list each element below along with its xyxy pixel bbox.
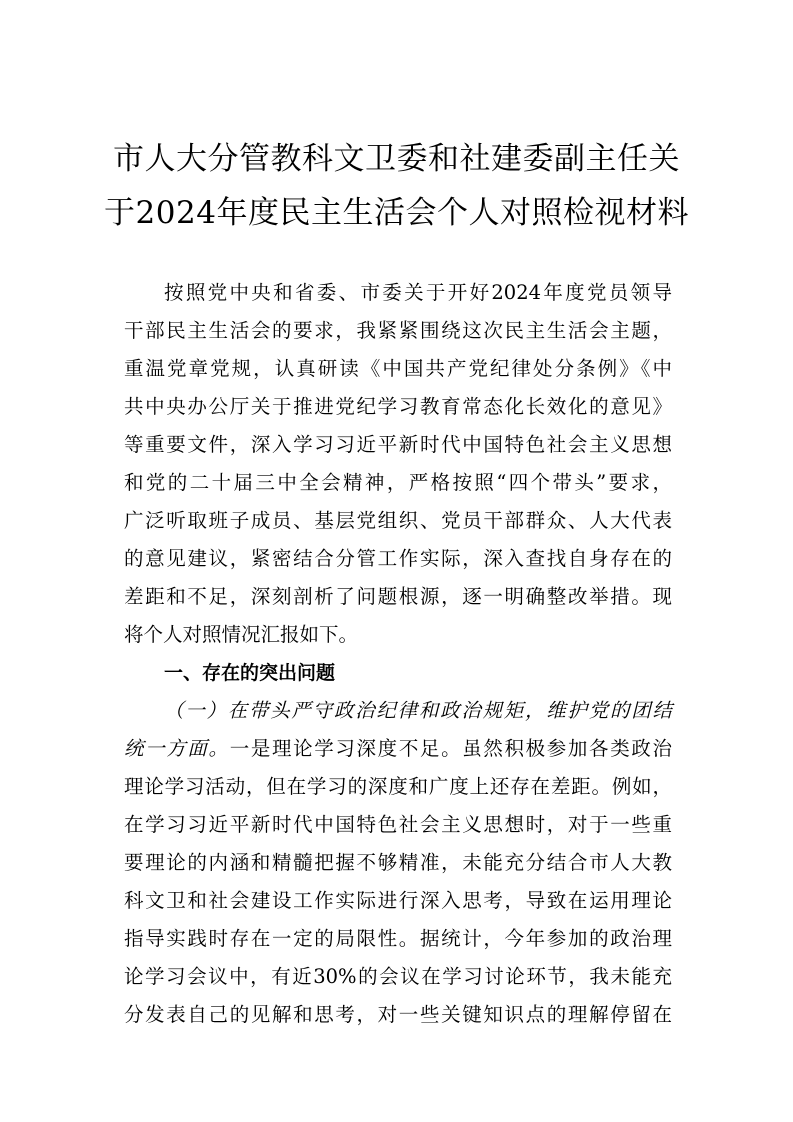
intro-line: 差距和不足，深刻剖析了问题根源，逐一明确整改举措。现 [124, 585, 672, 608]
intro-line: 将个人对照情况汇报如下。 [124, 623, 359, 646]
body-line: 论学习会议中，有近30%的会议在学习讨论环节，我未能充 [124, 965, 672, 988]
intro-line: 的意见建议，紧密结合分管工作实际，深入查找自身存在的 [124, 547, 672, 570]
body-line: 科文卫和社会建设工作实际进行深入思考，导致在运用理论 [124, 889, 672, 912]
document-body [124, 274, 672, 1034]
body-line: 分发表自己的见解和思考，对一些关键知识点的理解停留在 [124, 1003, 672, 1026]
body-line: 理论学习活动，但在学习的深度和广度上还存在差距。例如， [124, 775, 672, 798]
intro-line: 和党的二十届三中全会精神，严格按照“四个带头”要求， [124, 471, 672, 494]
intro-line: 等重要文件，深入学习习近平新时代中国特色社会主义思想 [124, 433, 672, 456]
body-line: 要理论的内涵和精髓把握不够精准，未能充分结合市人大教 [124, 851, 672, 874]
sub-heading-line [124, 730, 672, 768]
sub-heading-continuation: 统一方面。 [124, 737, 230, 760]
intro-line: 广泛听取班子成员、基层党组织、党员干部群众、人大代表 [124, 509, 672, 532]
title-line-2: 于2024年度民主生活会个人对照检视材料 [104, 195, 689, 231]
sub-heading: （一）在带头严守政治纪律和政治规矩，维护党的团结 [164, 699, 672, 722]
intro-line: 干部民主生活会的要求，我紧紧围绕这次民主生活会主题， [124, 319, 672, 342]
intro-line: 共中央办公厅关于推进党纪学习教育常态化长效化的意见》 [124, 395, 672, 418]
sub-heading-tail: 一是理论学习深度不足。虽然积极参加各类政治 [229, 737, 672, 760]
section-heading: 一、存在的突出问题 [164, 662, 336, 684]
intro-line: 按照党中央和省委、市委关于开好2024年度党员领导 [164, 281, 672, 304]
body-line: 指导实践时存在一定的局限性。据统计，今年参加的政治理 [124, 927, 672, 950]
intro-line: 重温党章党规，认真研读《中国共产党纪律处分条例》《中 [124, 357, 672, 380]
document-title [100, 132, 693, 240]
body-line: 在学习习近平新时代中国特色社会主义思想时，对于一些重 [124, 813, 672, 836]
title-line-1: 市人大分管教科文卫委和社建委副主任关 [113, 141, 680, 177]
